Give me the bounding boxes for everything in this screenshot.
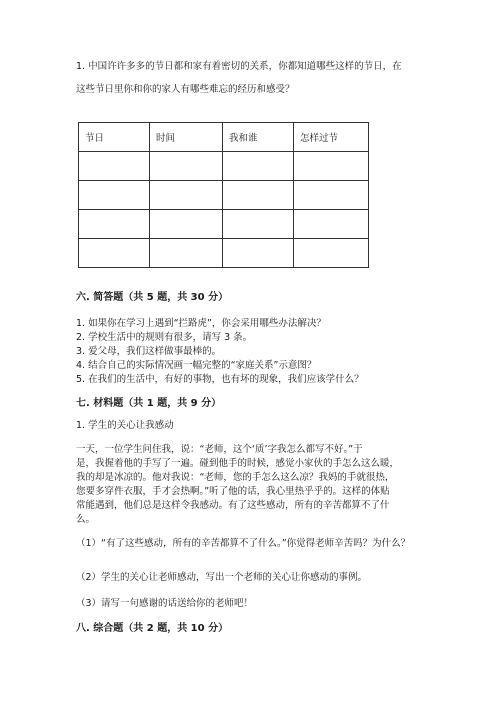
section-7-title: 七. 材料题（共 1 题，共 9 分） [76, 398, 222, 409]
table-cell[interactable] [294, 210, 369, 239]
section-6-item: 2. 学校生活中的规则有很多，请写 3 条。 [76, 332, 253, 343]
table-row [79, 239, 369, 268]
table-row [79, 181, 369, 210]
table-cell[interactable] [79, 181, 150, 210]
q1-line-1: 1. 中国许许多多的节日都和家有着密切的关系，你都知道哪些这样的节日，在 [76, 61, 402, 72]
table-cell[interactable] [150, 152, 223, 181]
q1-line-2: 这些节日里你和你的家人有哪些难忘的经历和感受？ [76, 84, 295, 95]
table-header-cell: 时间 [150, 123, 223, 152]
table-cell[interactable] [79, 152, 150, 181]
holiday-table [78, 122, 369, 268]
table-cell[interactable] [223, 239, 294, 268]
sub-question-3: （3）请写一句感谢的话送给你的老师吧！ [76, 598, 254, 609]
table-cell[interactable] [150, 181, 223, 210]
table-cell[interactable] [294, 239, 369, 268]
table-cell[interactable] [223, 152, 294, 181]
table-header-row [79, 123, 369, 152]
table-cell[interactable] [79, 239, 150, 268]
table-cell[interactable] [223, 181, 294, 210]
section-6-title: 六. 简答题（共 5 题，共 30 分） [76, 292, 229, 303]
table-header-cell: 节日 [79, 123, 150, 152]
table-cell[interactable] [223, 210, 294, 239]
table-header-cell: 怎样过节 [294, 123, 369, 152]
table-cell[interactable] [150, 210, 223, 239]
passage-line: 我的却是冰凉的。他对我说：“老师，您的手怎么这么凉？我妈的手就很热， [76, 472, 395, 483]
material-title: 1. 学生的关心让我感动 [76, 420, 174, 431]
passage-line: 常能遇到，他们总是这样令我感动。有了这些感动，所有的辛苦都算不了什 [76, 500, 390, 511]
passage-line: 么。 [76, 514, 96, 525]
table-cell[interactable] [79, 210, 150, 239]
passage-line: 是，我握着他的手写了一遍。碰到他手的时候，感觉小家伙的手怎么这么暖， [76, 458, 400, 469]
table-header-cell: 我和谁 [223, 123, 294, 152]
sub-question-2: （2）学生的关心让老师感动，写出一个老师的关心让你感动的事例。 [76, 572, 368, 583]
table-cell[interactable] [150, 239, 223, 268]
passage-line: 一天，一位学生问住我，说：“老师，这个‘质’字我怎么都写不好。”于 [76, 444, 363, 455]
table-row [79, 210, 369, 239]
table-row [79, 152, 369, 181]
passage-line: 您要多穿件衣服，手才会热啊。”听了他的话，我心里热乎乎的。这样的体贴 [76, 486, 390, 497]
section-6-item: 1. 如果你在学习上遇到“拦路虎”，你会采用哪些办法解决？ [76, 318, 326, 329]
table-cell[interactable] [294, 152, 369, 181]
sub-question-1: （1）“有了这些感动，所有的辛苦都算不了什么。”你觉得老师辛苦吗？为什么？ [76, 538, 411, 549]
table-cell[interactable] [294, 181, 369, 210]
section-8-title: 八. 综合题（共 2 题，共 10 分） [76, 623, 229, 634]
section-6-item: 5. 在我们的生活中，有好的事物，也有坏的现象，我们应该学什么？ [76, 374, 364, 385]
section-6-item: 3. 爱父母，我们这样做事最棒的。 [76, 346, 222, 357]
section-6-item: 4. 结合自己的实际情况画一幅完整的“家庭关系”示意图？ [76, 360, 317, 371]
